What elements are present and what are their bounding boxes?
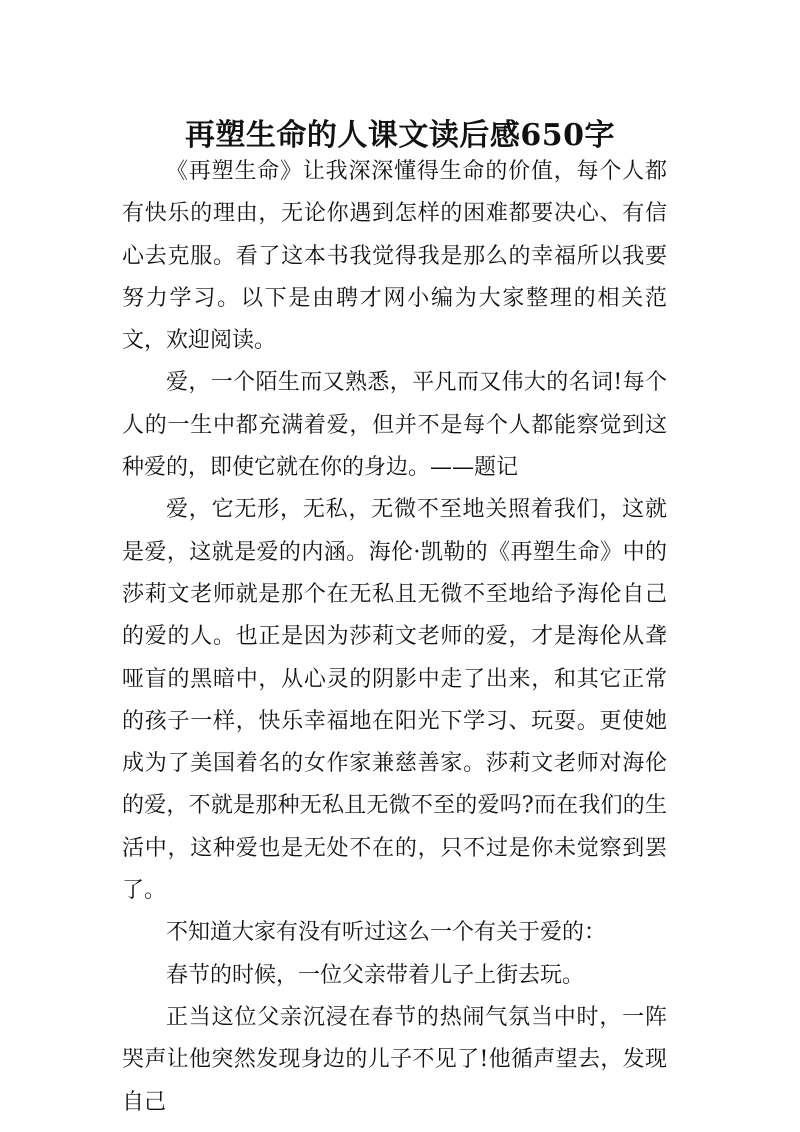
paragraph-story-2: 正当这位父亲沉浸在春节的热闹气氛当中时，一阵哭声让他突然发现身边的儿子不见了!他循声望去，发现自己 (122, 1004, 667, 1115)
paragraph-epigraph: 爱，一个陌生而又熟悉，平凡而又伟大的名词!每个人的一生中都充满着爱，但并不是每个人都能察觉到这种爱的，即使它就在你的身边。——题记 (122, 370, 667, 481)
document-title: 再塑生命的人课文读后感650字 (184, 118, 616, 154)
paragraph-story-1: 春节的时候，一位父亲带着儿子上街去玩。 (166, 962, 585, 988)
paragraph-intro: 《再塑生命》让我深深懂得生命的价值，每个人都有快乐的理由，无论你遇到怎样的困难都要决心、有信心去克服。看了这本书我觉得我是那么的幸福所以我要努力学习。以下是由聘才网小编为大家整理的相关范文，欢迎阅读。 (122, 159, 667, 354)
paragraph-story-intro: 不知道大家有没有听过这么一个有关于爱的： (166, 920, 607, 946)
document-body (122, 151, 667, 1124)
paragraph-love-meaning: 爱，它无形，无私，无微不至地关照着我们，这就是爱，这就是爱的内涵。海伦·凯勒的《再塑生命》中的莎莉文老师就是那个在无私且无微不至地给予海伦自己的爱的人。也正是因为莎莉文老师的爱，才是海伦从聋哑盲的黑暗中，从心灵的阴影中走了出来，和其它正常的孩子一样，快乐幸福地在阳光下学习、玩耍。更使她成为了美国着名的女作家兼慈善家。莎莉文老师对海伦的爱，不就是那种无私且无微不至的爱吗?而在我们的生活中，这种爱也是无处不在的，只不过是你未觉察到罢了。 (122, 497, 667, 904)
